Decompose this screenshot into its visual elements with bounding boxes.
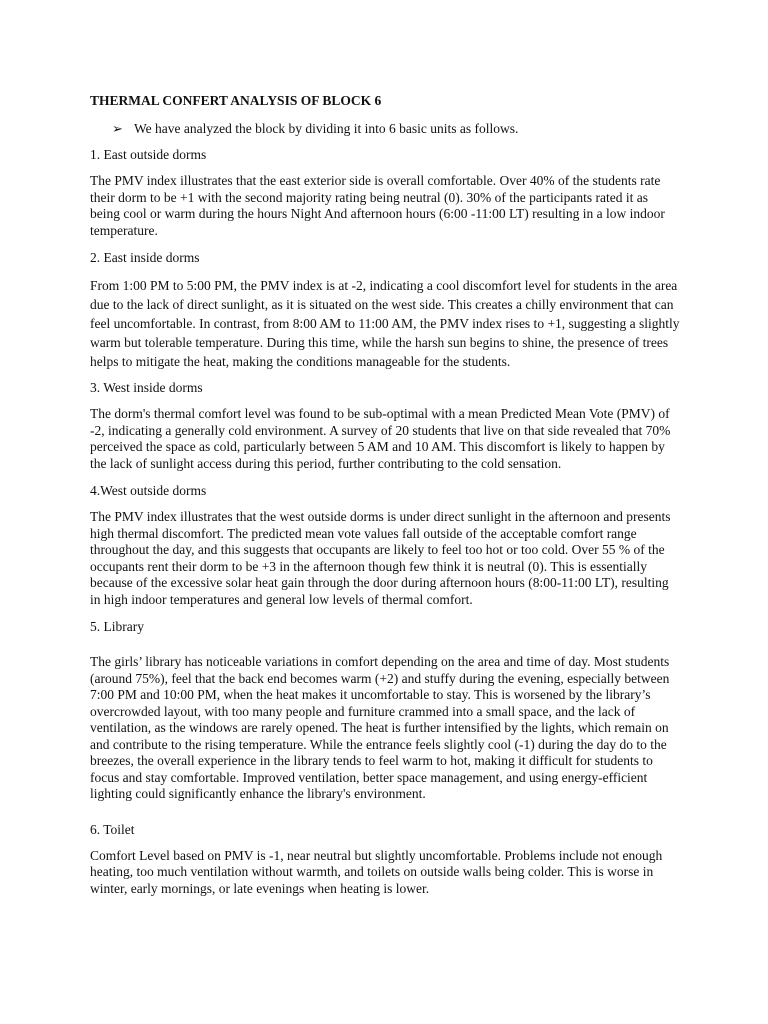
section-heading-east-inside: 2. East inside dorms <box>90 250 200 265</box>
document-title: THERMAL CONFERT ANALYSIS OF BLOCK 6 <box>90 93 382 108</box>
section-heading-west-inside: 3. West inside dorms <box>90 380 203 395</box>
section-body-toilet: Comfort Level based on PMV is -1, near neutral but slightly uncomfortable. Problems include not enough heating, too much ventilation without warmth, and toilets on outside walls being colder. This is worse in winter, early mornings, or late evenings when heating is lower. <box>90 847 663 896</box>
section-body-library: The girls’ library has noticeable variations in comfort depending on the area and time of day. Most students (around 75%), feel that the back end becomes warm (+2) and stuffy during the evening, especially between 7:00 PM and 10:00 PM, when the heat makes it uncomfortable to stay. This is worsened by the library’s overcrowded layout, with too many people and furniture crammed into a small space, and the lack of ventilation, as the windows are rarely opened. The heat is further intensified by the lights, which remain on and contribute to the rising temperature. While the entrance feels slightly cool (-1) during the day do to the breezes, the overall experience in the library tends to feel warm to hot, making it difficult for students to focus and stay comfortable. Improved ventilation, better space management, and using energy-efficient lighting could significantly enhance the library's environment. <box>90 654 670 801</box>
section-body-east-inside: From 1:00 PM to 5:00 PM, the PMV index is at -2, indicating a cool discomfort level for students in the area due to the lack of direct sunlight, as it is situated on the west side. This creates a chilly environment that can feel uncomfortable. In contrast, from 8:00 AM to 11:00 AM, the PMV index rises to +1, suggesting a slightly warm but tolerable temperature. During this time, while the harsh sun begins to shine, the presence of trees helps to mitigate the heat, making the conditions manageable for the students. <box>90 278 680 369</box>
arrow-bullet-icon: ➢ <box>112 121 123 136</box>
section-heading-toilet: 6. Toilet <box>90 821 135 837</box>
intro-bullet <box>112 120 680 138</box>
section-heading-east-outside: 1. East outside dorms <box>90 147 207 162</box>
section-heading-west-outside: 4.West outside dorms <box>90 483 207 498</box>
section-body-east-outside: The PMV index illustrates that the east exterior side is overall comfortable. Over 40% of the students rate their dorm to be +1 with the second majority rating being neutral (0). 30% of the participants rated it as being cool or warm during the hours Night And afternoon hours (6:00 -11:00 LT) resulting in a low indoor temperature. <box>90 173 665 238</box>
intro-bullet-text: We have analyzed the block by dividing it into 6 basic units as follows. <box>134 121 519 136</box>
section-body-west-outside: The PMV index illustrates that the west outside dorms is under direct sunlight in the afternoon and presents high thermal discomfort. The predicted mean vote values fall outside of the acceptable comfort range throughout the day, and this suggests that occupants are likely to feel too hot or too cold. Over 55 % of the occupants rent their dorm to be +3 in the afternoon though few think it is neutral (0). This is essentially because of the excessive solar heat gain through the door during afternoon hours (8:00-11:00 LT), resulting in high indoor temperatures and general low levels of thermal comfort. <box>90 509 671 607</box>
document-page <box>90 92 680 897</box>
section-heading-library: 5. Library <box>90 619 144 634</box>
section-body-west-inside: The dorm's thermal comfort level was found to be sub-optimal with a mean Predicted Mean Vote (PMV) of -2, indicating a generally cold environment. A survey of 20 students that live on that side revealed that 70% perceived the space as cold, particularly between 5 AM and 10 AM. This discomfort is likely to happen by the lack of sunlight access during this period, further contributing to the cold sensation. <box>90 406 671 471</box>
